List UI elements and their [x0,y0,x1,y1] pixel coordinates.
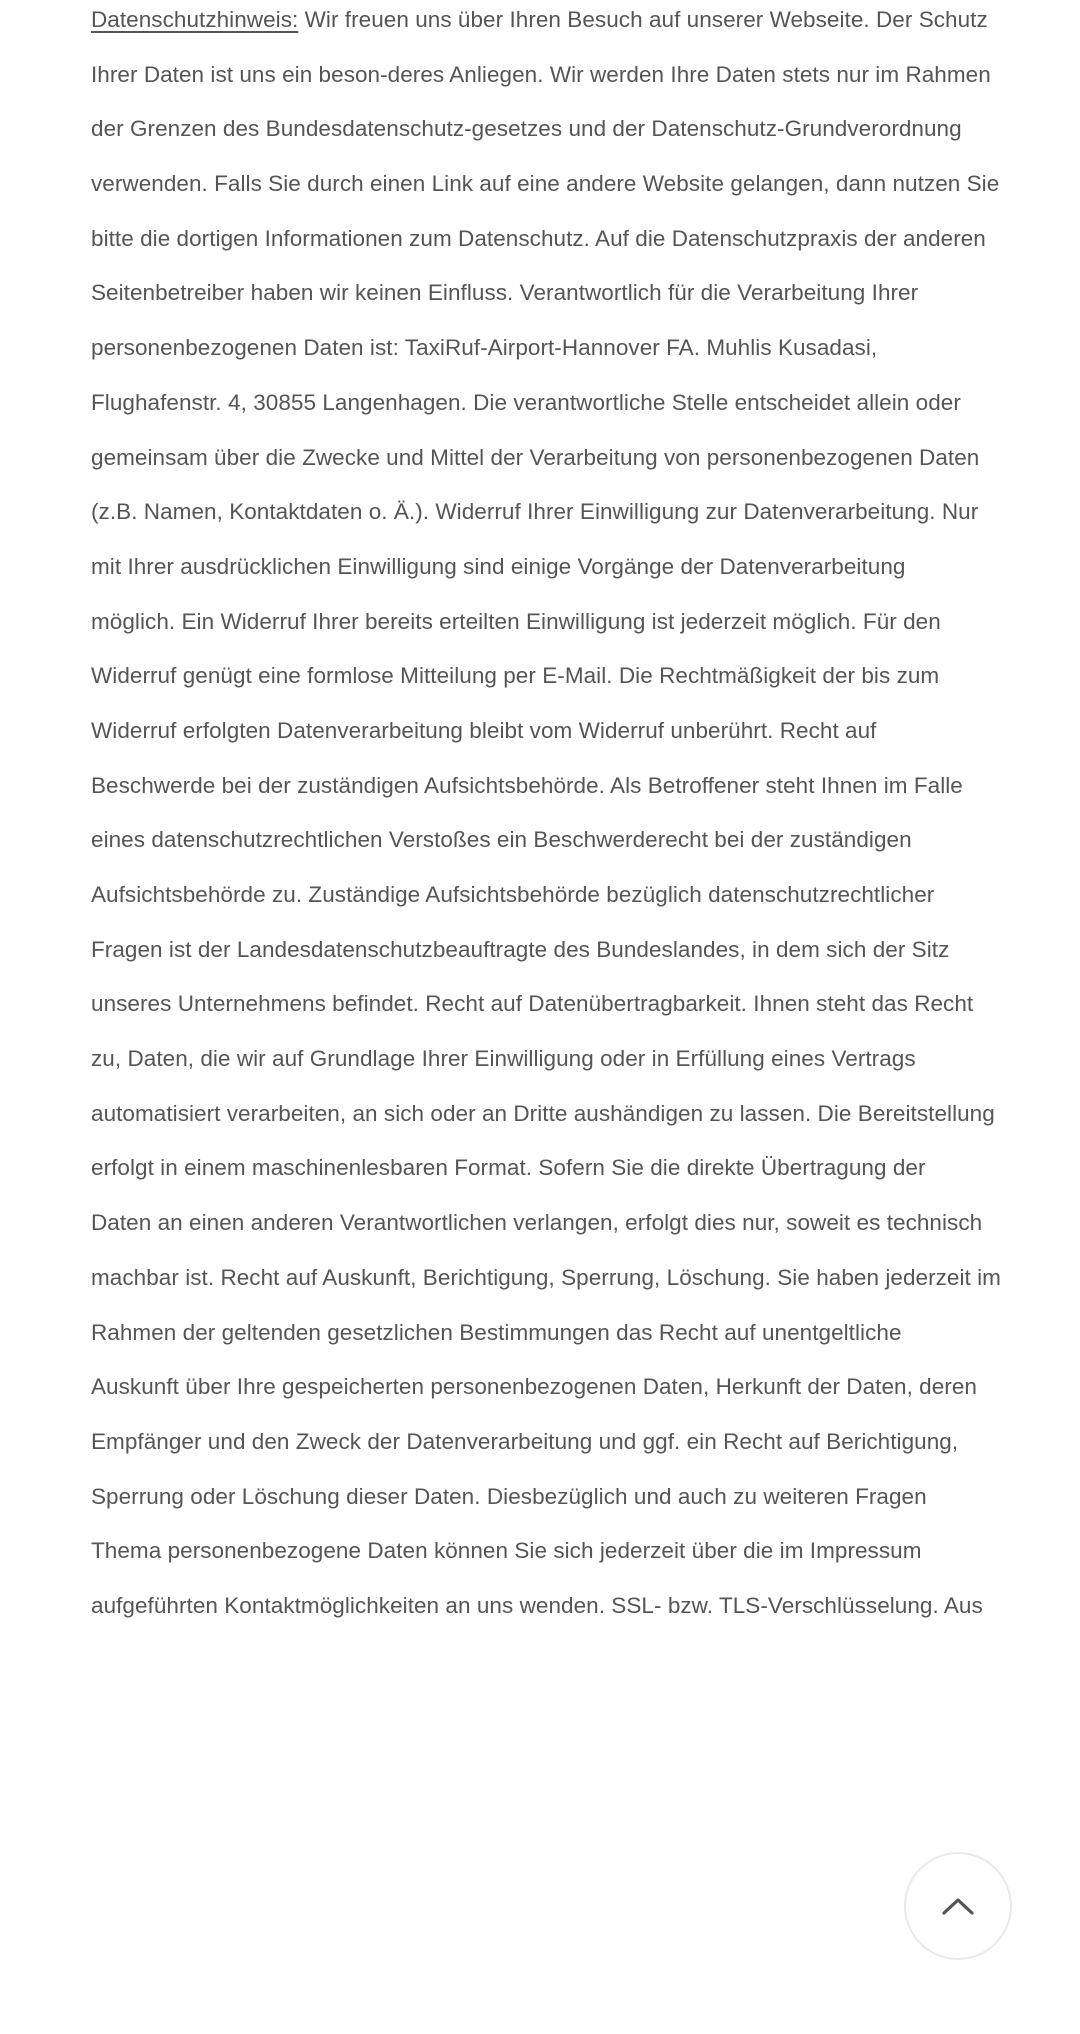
text-line: automatisiert verarbeiten, an sich oder an Dritte aushändigen zu lassen. Die Bereitstellung [91,1100,995,1126]
text-line: Aufsichtsbehörde zu. Zuständige Aufsichtsbehörde bezüglich datenschutzrechtlicher [91,882,935,907]
text-line: Widerruf erfolgten Datenverarbeitung bleibt vom Widerruf unberührt. Recht auf [91,717,877,743]
text-line: aufgeführten Kontaktmöglichkeiten an uns wenden. SSL- bzw. TLS-Verschlüsselung. Aus [91,1592,983,1618]
text-line: Beschwerde bei der zuständigen Aufsichtsbehörde. Als Betroffener steht Ihnen im Falle [91,772,963,798]
text-line: zu, Daten, die wir auf Grundlage Ihrer Einwilligung oder in Erfüllung eines Vertrags [91,1046,916,1072]
text-line-content: Wir freuen uns über Ihren Besuch auf unserer Webseite. Der Schutz [298,7,988,32]
text-line: eines datenschutzrechtlichen Verstoßes ein Beschwerderecht bei der zuständigen [91,827,912,853]
chevron-up-icon [941,1896,975,1916]
text-line: machbar ist. Recht auf Auskunft, Berichtigung, Sperrung, Löschung. Sie haben jederzeit im [91,1264,1001,1290]
text-line: Empfänger und den Zweck der Datenverarbeitung und ggf. ein Recht auf Berichtigung, [91,1428,959,1454]
text-line: personenbezogenen Daten ist: TaxiRuf-Airport-Hannover FA. Muhlis Kusadasi, [91,335,878,361]
text-line: (z.B. Namen, Kontaktdaten o. Ä.). Widerruf Ihrer Einwilligung zur Datenverarbeitung. Nur [91,499,979,525]
text-line: mit Ihrer ausdrücklichen Einwilligung sind einige Vorgänge der Datenverarbeitung [91,553,906,579]
text-line: Thema personenbezogene Daten können Sie sich jederzeit über die im Impressum [91,1538,922,1564]
text-line: Rahmen der geltenden gesetzlichen Bestimmungen das Recht auf unentgeltliche [91,1319,902,1345]
text-line: Fragen ist der Landesdatenschutzbeauftragte des Bundeslandes, in dem sich der Sitz [91,936,950,962]
scroll-to-top-button[interactable] [904,1852,1012,1960]
text-line: Widerruf genügt eine formlose Mitteilung per E-Mail. Die Rechtmäßigkeit der bis zum [91,663,940,689]
text-line: Daten an einen anderen Verantwortlichen verlangen, erfolgt dies nur, soweit es technisch [91,1210,983,1236]
privacy-notice-label: Datenschutzhinweis: [91,7,299,32]
text-line: verwenden. Falls Sie durch einen Link auf eine andere Website gelangen, dann nutzen Sie [91,171,1000,197]
text-line: Seitenbetreiber haben wir keinen Einfluss. Verantwortlich für die Verarbeitung Ihrer [91,280,919,306]
text-line: der Grenzen des Bundesdatenschutz-gesetzes und der Datenschutz-Grundverordnung [91,116,962,142]
text-line: erfolgt in einem maschinenlesbaren Format. Sofern Sie die direkte Übertragung der [91,1155,926,1181]
text-line: Flughafenstr. 4, 30855 Langenhagen. Die verantwortliche Stelle entscheidet allein oder [91,389,961,415]
text-line: möglich. Ein Widerruf Ihrer bereits erteilten Einwilligung ist jederzeit möglich. Für den [91,608,941,634]
text-line: Sperrung oder Löschung dieser Daten. Diesbezüglich und auch zu weiteren Fragen [91,1483,927,1509]
privacy-notice [91,0,1001,1641]
text-line: Ihrer Daten ist uns ein beson-deres Anliegen. Wir werden Ihre Daten stets nur im Rahmen [91,61,991,87]
text-line: bitte die dortigen Informationen zum Datenschutz. Auf die Datenschutzpraxis der anderen [91,225,986,251]
text-line: Auskunft über Ihre gespeicherten personenbezogenen Daten, Herkunft der Daten, deren [91,1374,977,1400]
text-line: unseres Unternehmens befindet. Recht auf Datenübertragbarkeit. Ihnen steht das Recht [91,991,974,1017]
text-line: gemeinsam über die Zwecke und Mittel der Verarbeitung von personenbezogenen Daten [91,444,980,470]
